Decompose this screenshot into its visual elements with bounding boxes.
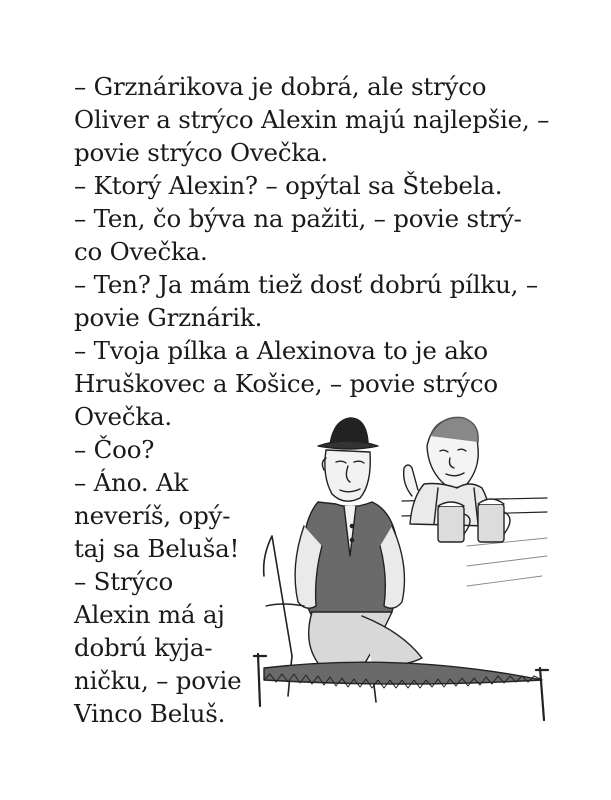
pub-scene-illustration xyxy=(252,406,552,726)
text-line: – Ktorý Alexin? – opýtal sa Štebela. xyxy=(74,171,503,200)
text-line: Ovečka. xyxy=(74,402,172,431)
text-line: co Ovečka. xyxy=(74,237,208,266)
text-line: Alexin má aj xyxy=(74,600,225,629)
text-line: – Čoo? xyxy=(74,435,155,464)
text-line: – Ten? Ja mám tiež dosť dobrú pílku, – xyxy=(74,270,538,299)
text-line: – Tvoja pílka a Alexinova to je ako xyxy=(74,336,488,365)
text-line: – Strýco xyxy=(74,567,174,596)
text-line: povie Grznárik. xyxy=(74,303,263,332)
text-line: – Grznárikova je dobrá, ale strýco xyxy=(74,72,487,101)
text-line: – Áno. Ak xyxy=(74,468,189,497)
text-line: neveríš, opý- xyxy=(74,501,231,530)
text-line: povie strýco Ovečka. xyxy=(74,138,329,167)
text-line: dobrú kyja- xyxy=(74,633,213,662)
text-line: Vinco Beluš. xyxy=(74,699,226,728)
text-line: – Ten, čo býva na pažiti, – povie strý- xyxy=(74,204,522,233)
text-line: Oliver a strýco Alexin majú najlepšie, – xyxy=(74,105,550,134)
text-line: ničku, – povie xyxy=(74,666,242,695)
text-line: taj sa Beluša! xyxy=(74,534,240,563)
text-line: Hruškovec a Košice, – povie strýco xyxy=(74,369,498,398)
